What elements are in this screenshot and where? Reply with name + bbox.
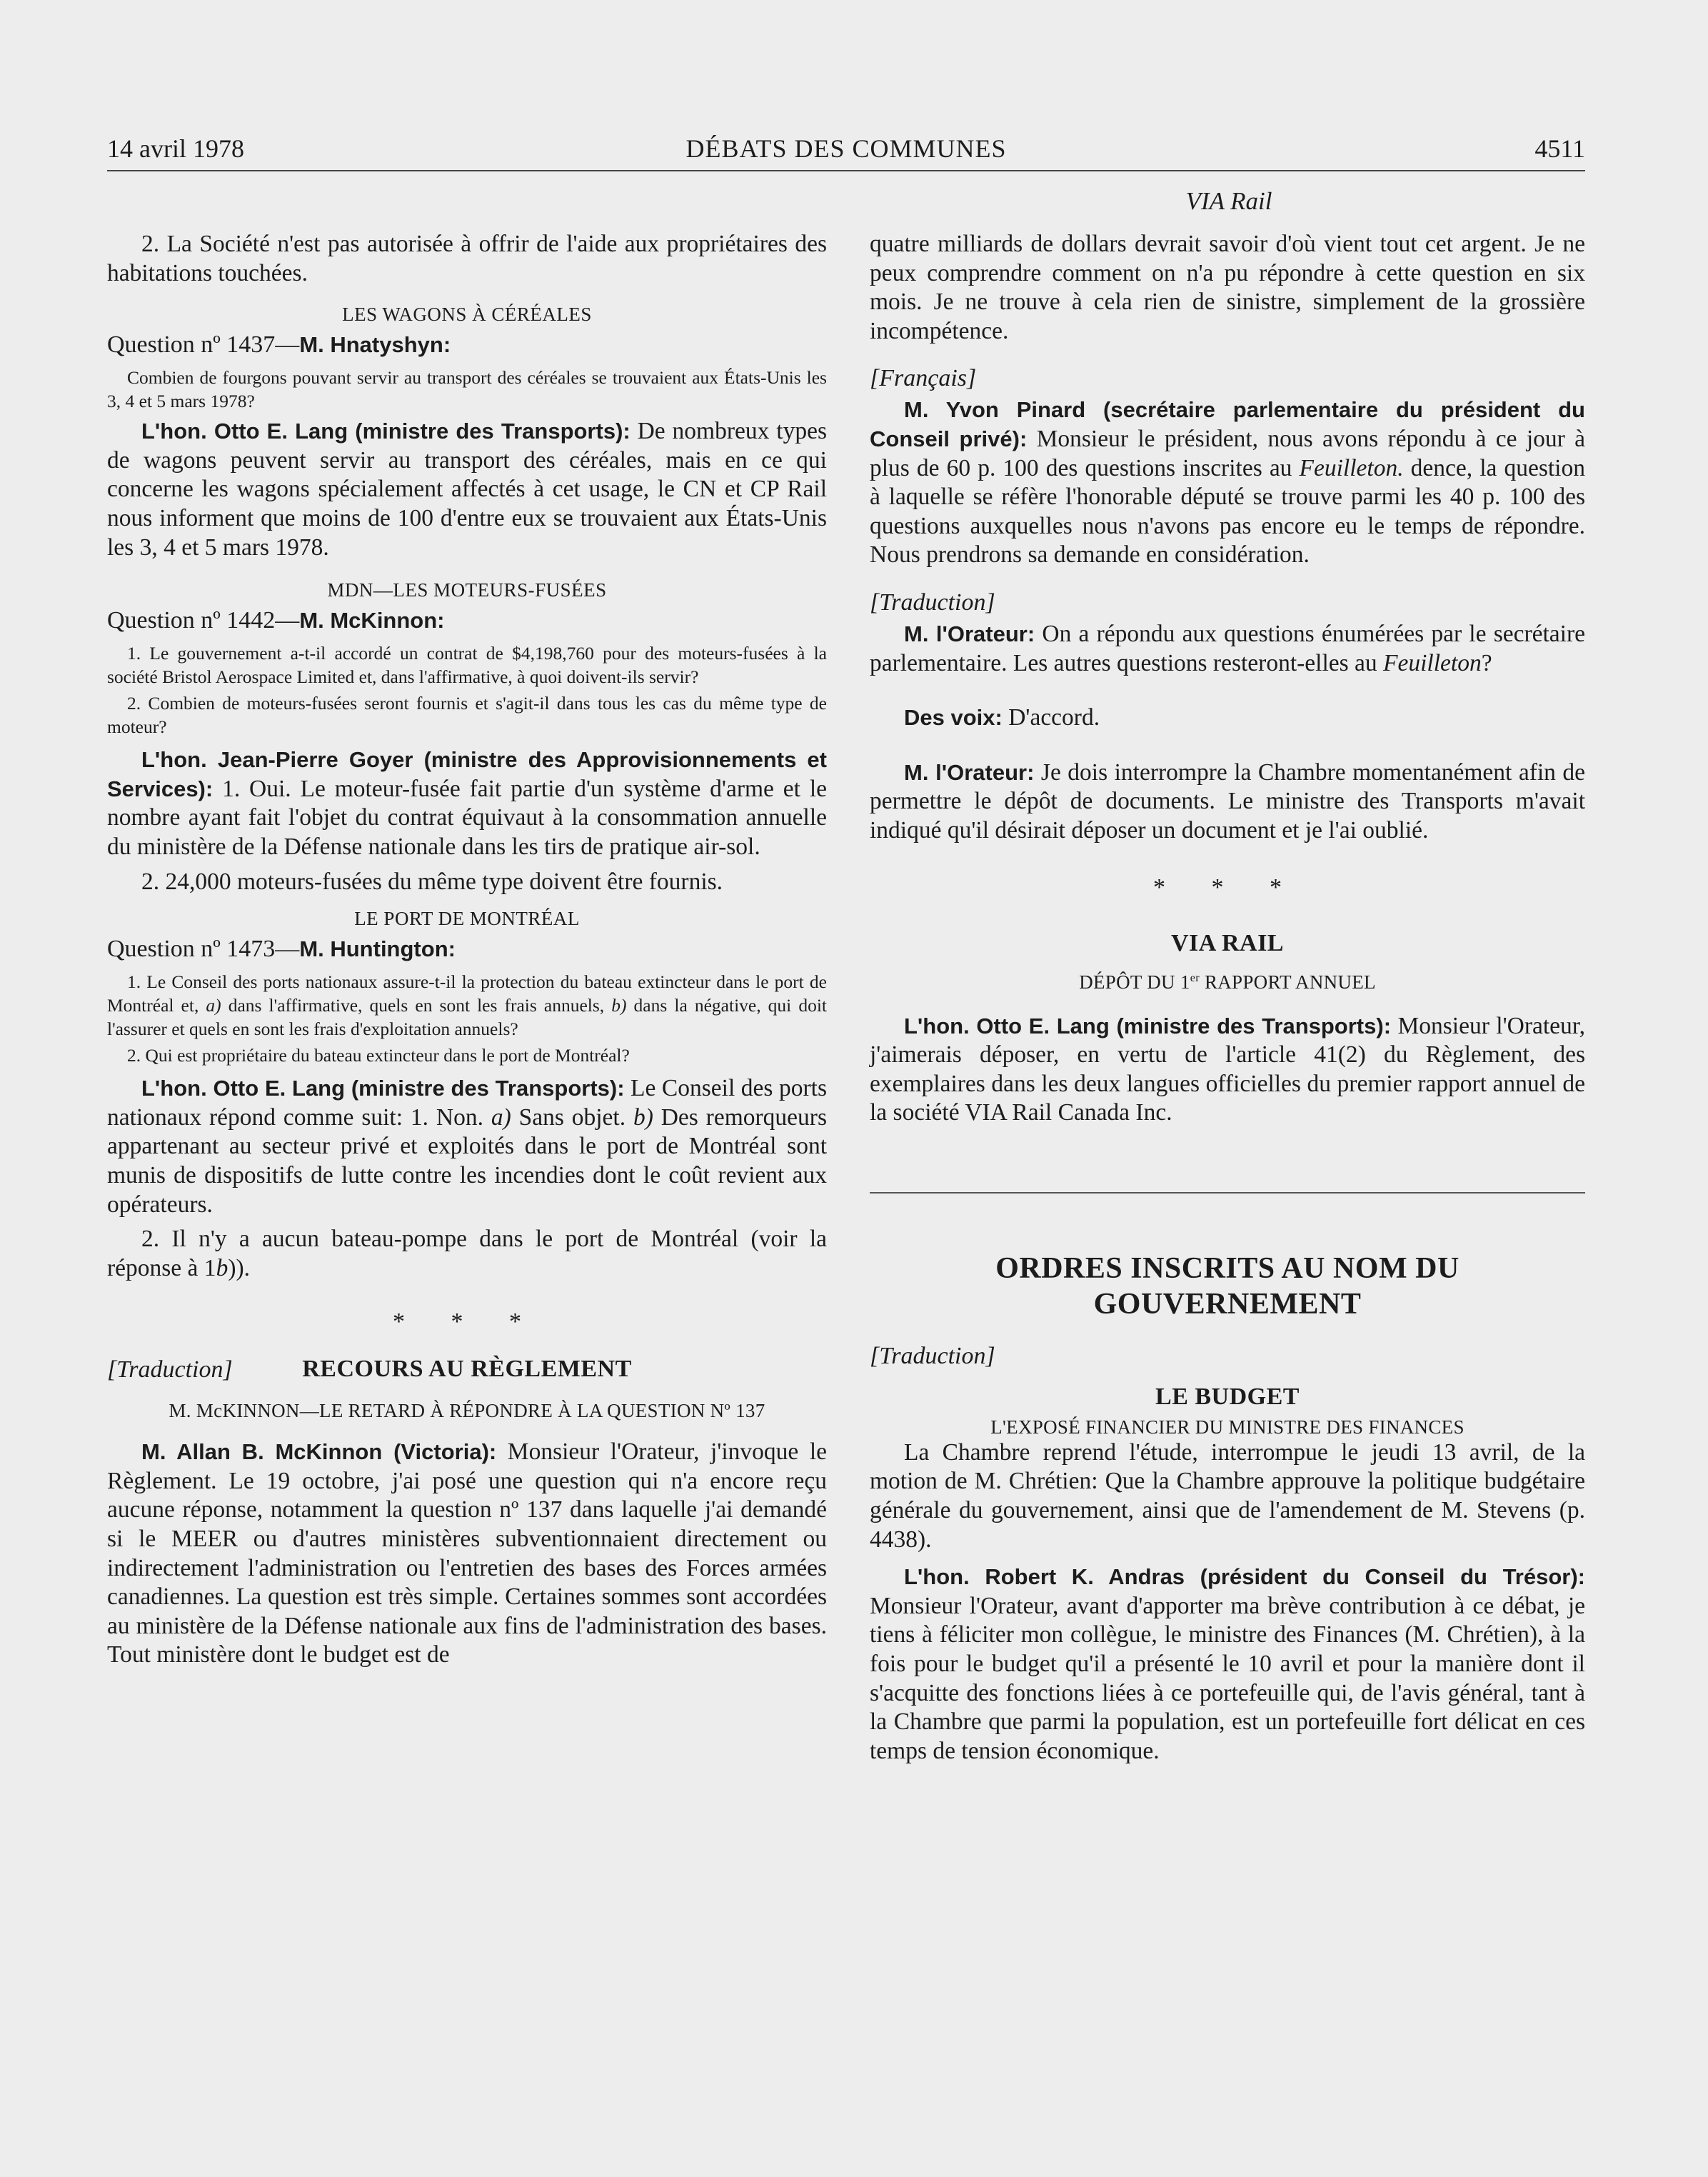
- right-column: [870, 230, 1585, 1766]
- horizontal-rule: [870, 1192, 1585, 1193]
- language-tag: [Traduction]: [870, 1342, 995, 1369]
- speaker-name: M. l'Orateur:: [904, 621, 1035, 646]
- language-tag: [Français]: [870, 365, 977, 392]
- question-text: 2. Combien de moteurs-fusées seront fournis et s'agit-il dans tous les cas du même type de moteur?: [107, 693, 827, 738]
- speech-text: ?: [1481, 649, 1492, 676]
- speech-paragraph: [870, 1563, 1585, 1766]
- speaker-name: L'hon. Otto E. Lang (ministre des Transports):: [141, 419, 631, 444]
- section-divider-stars: * * *: [393, 1308, 541, 1336]
- item-marker: b): [633, 1103, 653, 1131]
- subtitle-text: DÉPÔT DU 1: [1079, 971, 1190, 993]
- section-title: RECOURS AU RÈGLEMENT: [302, 1356, 632, 1383]
- speech-paragraph: [870, 396, 1585, 570]
- answer-text: Des remorqueurs appartenant au secteur privé et exploités dans le port de Montréal sont munis de dispositifs de lutte contre les incendies dont le coût revient aux opérateurs.: [107, 1103, 827, 1218]
- header-title: DÉBATS DES COMMUNES: [685, 134, 1007, 163]
- speaker-name: M. Allan B. McKinnon (Victoria):: [141, 1439, 497, 1465]
- speaker-name: M. l'Orateur:: [904, 759, 1035, 785]
- speech-text: On a répondu aux questions énumérées par le secrétaire parlementaire. Les autres questions resteront-elles au: [870, 620, 1585, 676]
- item-marker: a): [491, 1103, 511, 1131]
- speaker-name: L'hon. Otto E. Lang (ministre des Transports):: [141, 1076, 625, 1101]
- question-text-part: 1. Le Conseil des ports nationaux assure-t-il la protection du bateau extincteur dans le port de Montréal et,: [107, 971, 827, 1016]
- question-line: [107, 606, 827, 636]
- section-title: VIA RAIL: [1171, 929, 1284, 956]
- answer-text: 2. Il n'y a aucun bateau-pompe dans le port de Montréal (voir la réponse à 1: [107, 1226, 827, 1281]
- running-head: VIA Rail: [1185, 187, 1272, 215]
- question-member: M. Huntington:: [299, 936, 456, 962]
- speech-paragraph: [107, 1438, 827, 1670]
- section-divider-stars: * * *: [1153, 874, 1302, 901]
- question-number: Question nº 1473—: [107, 936, 300, 963]
- question-text-part: dans la négative, qui doit l'assurer et quels en sont les frais d'exploitation annuels?: [107, 995, 827, 1040]
- paragraph: La Chambre reprend l'étude, interrompue le jeudi 13 avril, de la motion de M. Chrétien: Que la Chambre approuve la politique budgétaire générale du gouvernement, ainsi que de l'amendement de M. Stevens (p. 4438).: [870, 1438, 1585, 1553]
- speech-text: Monsieur l'Orateur, j'aimerais déposer, en vertu de l'article 41(2) du Règlement, des exemplaires dans les deux langues officielles du premier rapport annuel de la société VIA Rail Canada Inc.: [870, 1012, 1585, 1126]
- speech-text: Monsieur le président, nous avons répondu à ce jour à plus de 60 p. 100 des questions inscrites au: [870, 425, 1585, 481]
- language-tag: [Traduction]: [107, 1356, 233, 1383]
- speech-text-italic: Feuilleton: [1383, 649, 1482, 676]
- section-heading: LE PORT DE MONTRÉAL: [354, 908, 580, 930]
- answer-text: 1. Oui. Le moteur-fusée fait partie d'un système d'arme et le nombre ayant fait l'objet du contrat équivaut à la consommation annuelle du ministère de la Défense nationale dans les tirs de pratique air-sol.: [107, 775, 827, 860]
- subtitle-text: RAPPORT ANNUEL: [1199, 971, 1376, 993]
- item-marker: b): [611, 995, 627, 1016]
- answer-text: Le Conseil des ports nationaux répond comme suit: 1. Non.: [107, 1075, 827, 1131]
- paragraph-continued: quatre milliards de dollars devrait savoir d'où vient tout cet argent. Je ne peux comprendre comment on n'a pu répondre à cette question en six mois. Je ne trouve à cela rien de sinistre, simplement de la grossière incompétence.: [870, 231, 1585, 344]
- speech-text: Monsieur l'Orateur, avant d'apporter ma brève contribution à ce débat, je tiens à féliciter mon collègue, le ministre des Finances (M. Chrétien), à la fois pour le budget qu'il a présenté le 10 avril et pour la manière dont il s'acquitte des fonctions liées à ce portefeuille qui, de l'avis général, tant à la Chambre que parmi la population, est un portefeuille fort délicat en ces temps de tension économique.: [870, 1592, 1585, 1764]
- question-text: Combien de fourgons pouvant servir au transport des céréales se trouvaient aux États-Unis les 3, 4 et 5 mars 1978?: [107, 367, 827, 412]
- question-number: Question nº 1442—: [107, 607, 300, 634]
- question-member: M. Hnatyshyn:: [299, 332, 451, 358]
- item-marker: b: [216, 1254, 228, 1281]
- answer-paragraph: [107, 746, 827, 861]
- section-heading: LES WAGONS À CÉRÉALES: [342, 304, 592, 326]
- answer-paragraph: [107, 1074, 827, 1219]
- speaker-name: M. Yvon Pinard (secrétaire parlementaire du président du Conseil privé):: [870, 397, 1585, 451]
- section-subtitle: [870, 971, 1585, 994]
- question-number: Question nº 1437—: [107, 331, 300, 359]
- answer-text: )).: [228, 1254, 250, 1281]
- answer-text: De nombreux types de wagons peuvent servir au transport des céréales, mais en ce qui concerne les wagons spécialement affectés à cet usage, le CN et CP Rail nous informent que moins de 100 d'entre eux se trouvaient aux États-Unis les 3, 4 et 5 mars 1978.: [107, 418, 827, 561]
- answer-paragraph: 2. 24,000 moteurs-fusées du même type doivent être fournis.: [141, 868, 723, 895]
- speech-text-italic: Feuilleton.: [1299, 454, 1404, 481]
- speaker-name: L'hon. Jean-Pierre Goyer (ministre des Approvisionnements et Services):: [107, 747, 827, 801]
- speaker-name: L'hon. Otto E. Lang (ministre des Transports):: [904, 1013, 1392, 1039]
- section-heading: MDN—LES MOTEURS-FUSÉES: [327, 579, 607, 601]
- question-line: [107, 934, 827, 964]
- answer-paragraph: [107, 417, 827, 562]
- question-text: 1. Le gouvernement a-t-il accordé un contrat de $4,198,760 pour des moteurs-fusées à la société Bristol Aerospace Limited et, dans l'affirmative, à quoi doivent-ils servir?: [107, 643, 827, 688]
- speech-paragraph: [870, 1012, 1585, 1128]
- speech-text: Je dois interrompre la Chambre momentanément afin de permettre le dépôt de documents. Le ministre des Transports m'avait indiqué qu'il désirait déposer un document et je l'ai oublié.: [870, 759, 1585, 844]
- speech-text: Monsieur l'Orateur, j'invoque le Règlement. Le 19 octobre, j'ai posé une question qui n'a encore reçu aucune réponse, notamment la question nº 137 dans laquelle j'ai demandé si le MEER ou d'autres ministères subventionnaient directement ou indirectement l'administration ou l'entretien des bases des Forces armées canadiennes. La question est très simple. Certaines sommes sont accordées au ministère de la Défense nationale aux fins de l'administration des bases. Tout ministère dont le budget est de: [107, 1438, 828, 1668]
- speech-paragraph: [870, 704, 1585, 733]
- speaker-name: Des voix:: [904, 705, 1003, 731]
- answer-text: Sans objet.: [511, 1103, 633, 1131]
- paragraph: 2. La Société n'est pas autorisée à offrir de l'aide aux propriétaires des habitations touchées.: [107, 231, 827, 286]
- question-text: 2. Qui est propriétaire du bateau extincteur dans le port de Montréal?: [127, 1045, 630, 1066]
- language-tag: [Traduction]: [870, 589, 995, 616]
- section-title: LE BUDGET: [1155, 1383, 1300, 1410]
- speaker-name: L'hon. Robert K. Andras (président du Conseil du Trésor):: [904, 1564, 1585, 1590]
- item-marker: a): [206, 995, 221, 1016]
- question-text-part: dans l'affirmative, quels en sont les frais annuels,: [221, 995, 612, 1016]
- question-member: M. McKinnon:: [299, 608, 445, 634]
- subtitle-superscript: er: [1190, 971, 1200, 984]
- question-line: [107, 330, 827, 360]
- question-text: [107, 970, 827, 1041]
- speech-paragraph: [870, 759, 1585, 846]
- section-subtitle: L'EXPOSÉ FINANCIER DU MINISTRE DES FINANCES: [990, 1416, 1465, 1438]
- section-subtitle: M. McKINNON—LE RETARD À RÉPONDRE À LA QUESTION Nº 137: [169, 1400, 765, 1422]
- speech-paragraph: [870, 620, 1585, 678]
- part-title: ORDRES INSCRITS AU NOM DU GOUVERNEMENT: [995, 1251, 1460, 1321]
- speech-text: D'accord.: [1002, 704, 1100, 731]
- header-date: 14 avril 1978: [107, 134, 244, 163]
- page-number: 4511: [1534, 134, 1585, 163]
- speech-text: dence, la question à laquelle se réfère l'honorable député se trouve parmi les 40 p. 100 des questions auxquelles nous n'avons pas encore eu le temps de répondre. Nous prendrons sa demande en considération.: [870, 454, 1585, 569]
- page-header: [107, 133, 1585, 171]
- answer-paragraph: [107, 1225, 827, 1283]
- left-column: [107, 230, 827, 1670]
